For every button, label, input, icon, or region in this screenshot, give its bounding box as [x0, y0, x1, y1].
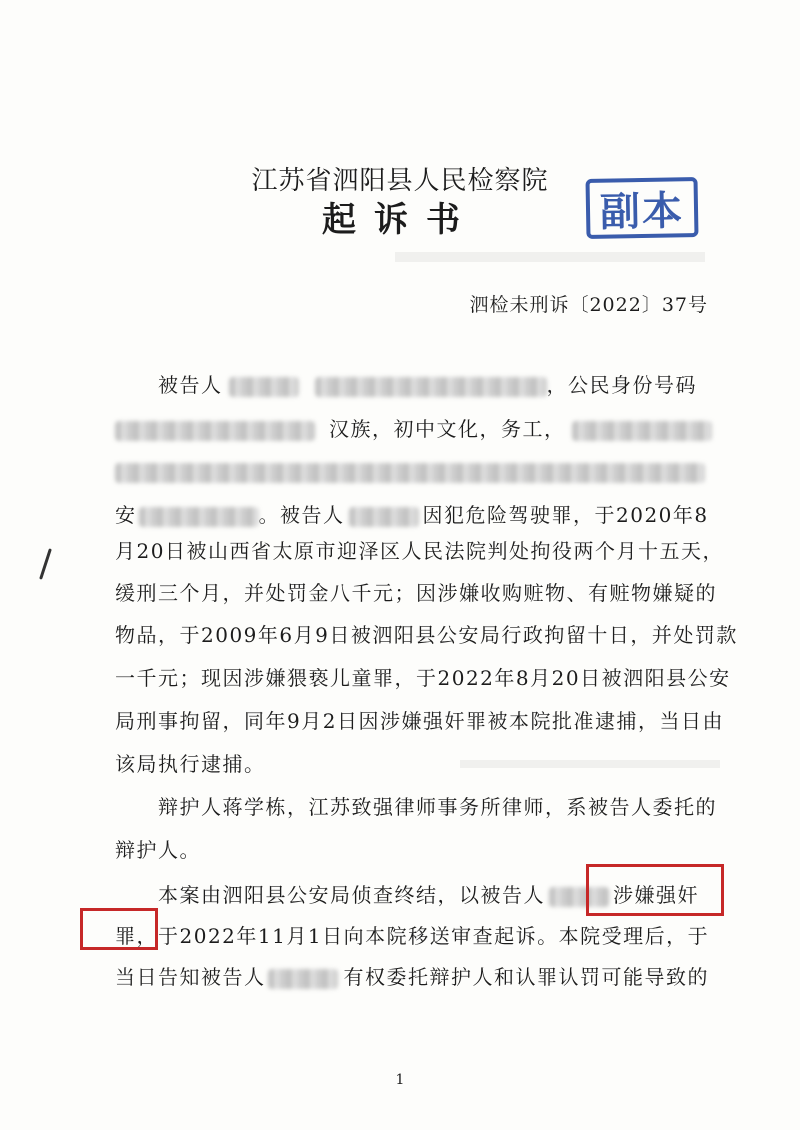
redacted-name — [229, 377, 299, 397]
text-segment: 汉族，初中文化，务工， — [329, 417, 566, 441]
redacted-address — [115, 463, 705, 483]
text-line: 辩护人。 — [115, 838, 201, 862]
text-line: 物品，于2009年6月9日被泗阳县公安局行政拘留十日，并处罚款 — [115, 623, 738, 647]
text-line: 局刑事拘留，同年9月2日因涉嫌强奸罪被本院批准逮捕，当日由 — [115, 709, 724, 733]
page-number: 1 — [395, 1072, 405, 1088]
text-segment: 有权委托辩护人和认罪认罚可能导致的 — [343, 965, 709, 989]
issuing-organization: 江苏省泗阳县人民检察院 — [251, 166, 549, 196]
text-segment: 安 — [115, 503, 137, 527]
text-line — [115, 962, 715, 992]
text-line — [158, 370, 758, 400]
redacted-address — [139, 507, 259, 527]
redacted-name — [349, 507, 419, 527]
text-line: 该局执行逮捕。 — [115, 752, 266, 776]
text-line — [115, 414, 715, 444]
text-segment: ，公民身份号码 — [546, 373, 697, 397]
case-number: 泗检未刑诉〔2022〕37号 — [469, 294, 708, 316]
text-segment: 被告人 — [158, 373, 223, 397]
redacted-info — [315, 377, 547, 397]
highlight-box — [80, 908, 158, 950]
text-segment: 。被告人 — [258, 503, 345, 527]
copy-stamp: 副本 — [585, 177, 698, 239]
redacted-info — [572, 421, 712, 441]
redacted-id-number — [115, 421, 315, 441]
text-segment: 于2022年11月1日向本院移送审查起诉。本院受理后，于 — [158, 924, 710, 948]
bleed-through-mark — [395, 252, 705, 262]
highlight-box — [586, 864, 724, 916]
text-segment: 当日告知被告人 — [115, 965, 266, 989]
text-line — [115, 456, 715, 486]
text-segment: 因犯危险驾驶罪，于2020年8 — [422, 503, 709, 527]
text-line — [115, 500, 715, 530]
highlighted-text: 涉嫌强奸 — [613, 883, 699, 907]
text-line: 辩护人蒋学栋，江苏致强律师事务所律师，系被告人委托的 — [158, 795, 717, 819]
text-line — [115, 921, 715, 951]
redacted-name — [268, 969, 338, 989]
text-segment: 本案由泗阳县公安局侦查终结，以被告人 — [158, 883, 545, 907]
text-line: 一千元；现因涉嫌猥亵儿童罪，于2022年8月20日被泗阳县公安 — [115, 666, 731, 690]
handwritten-margin-mark — [39, 548, 52, 579]
text-line: 缓刑三个月，并处罚金八千元；因涉嫌收购赃物、有赃物嫌疑的 — [115, 581, 717, 605]
highlighted-text: 罪， — [115, 924, 158, 948]
document-title: 起诉书 — [322, 200, 478, 240]
text-line: 月20日被山西省太原市迎泽区人民法院判处拘役两个月十五天， — [115, 539, 724, 563]
